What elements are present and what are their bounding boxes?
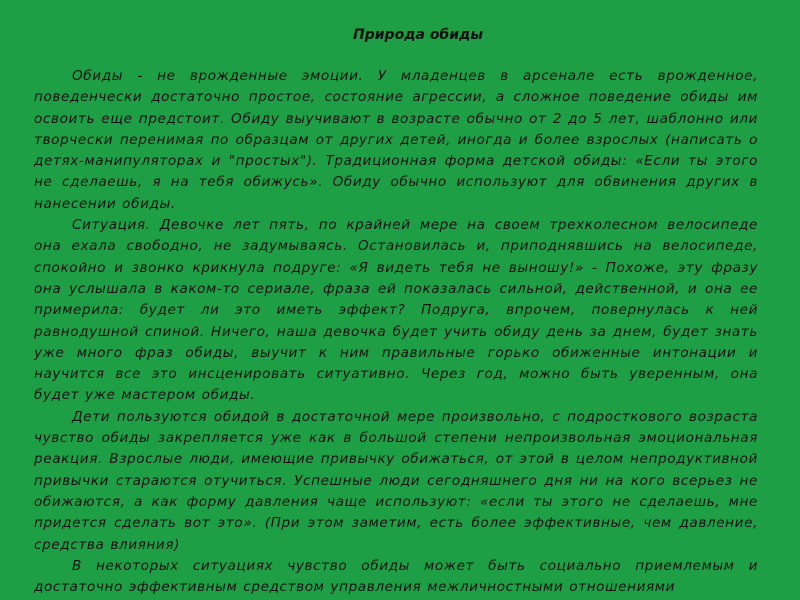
paragraph-origin: Обиды - не врожденные эмоции. У младенцев в арсенале есть врожденное, поведенчески достаточно простое, состояние агрессии, а сложное поведение обиды им освоить еще предстоит. Обиду выучивают в возрасте обычно от 2 до 5 лет, шаблонно или творчески перенимая по образцам от других детей, иногда и более взрослых (написать о детях-манипуляторах и "простых"). Традиционная форма детской обиды: «Если ты этого не сделаешь, я на тебя обижусь». Обиду обычно используют для обвинения других в нанесении обиды. [34, 68, 758, 212]
slide-title: Природа обиды [353, 27, 483, 43]
paragraph-social: В некоторых ситуациях чувство обиды может быть социально приемлемым и достаточно эффективным средством управления межличностными отношениями [34, 557, 758, 596]
slide-body [34, 66, 758, 598]
paragraph-children: Дети пользуются обидой в достаточной мере произвольно, с подросткового возраста чувство обиды закрепляется уже как в большой степени непроизвольная эмоциональная реакция. Взрослые люди, имеющие привычку обижаться, от этой в целом непродуктивной привычки стараются отучиться. Успешные люди сегодняшнего дня ни на кого всерьез не обижаются, а как форму давления чаще используют: «если ты этого не сделаешь, мне придется сделать вот это». (При этом заметим, есть более эффективные, чем давление, средства влияния) [34, 408, 758, 553]
paragraph-situation: Ситуация. Девочке лет пять, по крайней мере на своем трехколесном велосипеде она ехала свободно, не задумываясь. Остановилась и, приподнявшись на велосипеде, спокойно и звонко крикнула подруге: «Я видеть тебя не выношу!» - Похоже, эту фразу она услышала в каком-то сериале, фраза ей показалась сильной, действенной, и она ее примерила: будет ли это иметь эффект? Подруга, впрочем, повернулась к ней равнодушной спиной. Ничего, наша девочка будет учить обиду день за днем, будет знать уже много фраз обиды, выучит к ним правильные горько обиженные интонации и научится все это инсценировать ситуативно. Через год, можно быть уверенным, она будет уже мастером обиды. [34, 217, 758, 404]
